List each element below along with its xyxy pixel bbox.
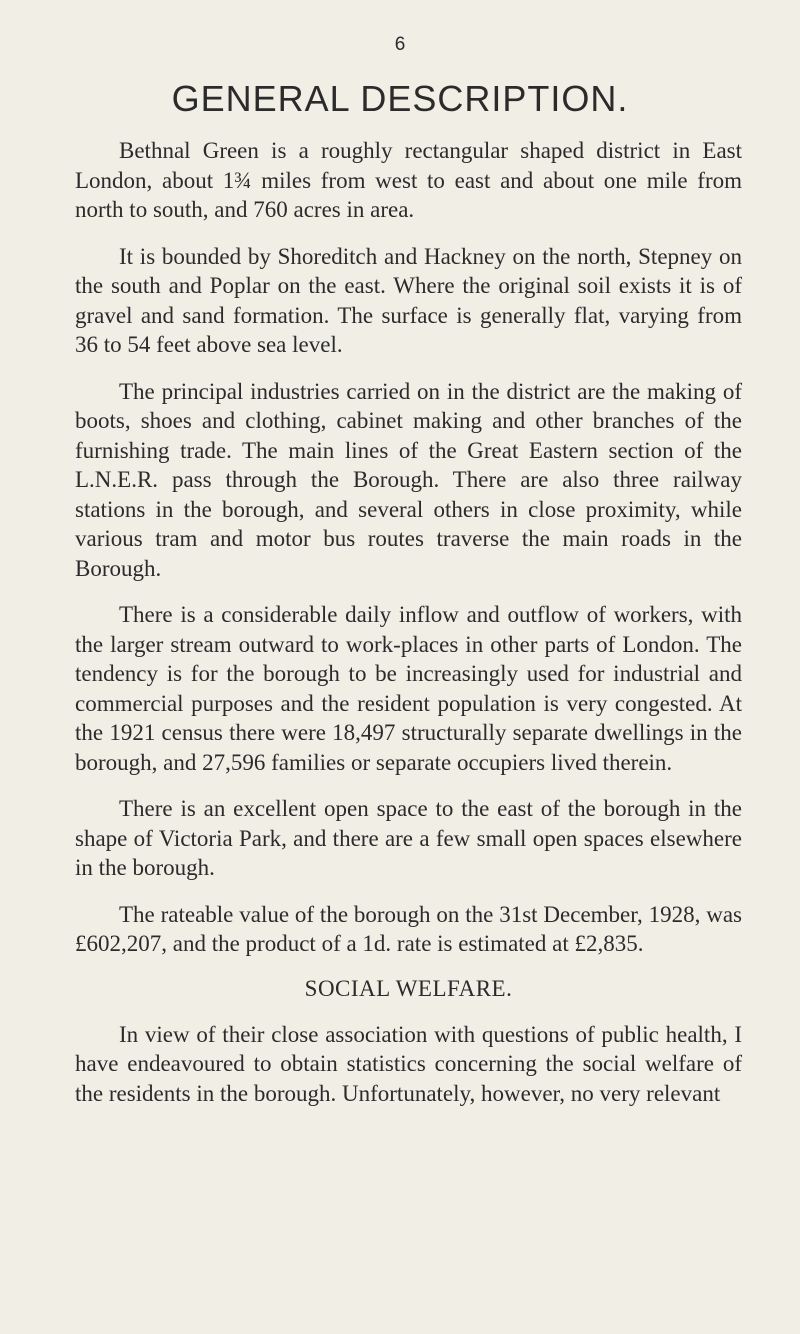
section-heading-social-welfare: SOCIAL WELFARE. [304, 975, 513, 1001]
paragraph-industries: The principal industries carried on in the district are the making of boots, shoes and clothing, cabinet making and other branches of the furnishing trade. The main lines of the Great Eastern section of the L.N.E.R. pass through the Borough. There are also three railway stations in the borough, and several others in close proximity, while various tram and motor bus routes traverse the main roads in the Borough. [75, 378, 742, 581]
paragraph-workers: There is a considerable daily inflow and outflow of workers, with the larger stream outward to work-places in other parts of London. The tendency is for the borough to be increasingly used for industrial and commercial purposes and the resident population is very congested. At the 1921 census there were 18,497 structurally separate dwellings in the borough, and 27,596 families or separate occupiers lived therein. [75, 602, 742, 775]
paragraph-location: Bethnal Green is a roughly rectangular shaped district in East London, about 1¾ miles from west to east and about one mile from north to south, and 760 acres in area. [75, 138, 742, 222]
paragraph-social-welfare: In view of their close association with questions of public health, I have endeavoured to obtain statistics concerning the social welfare of the residents in the borough. Unfortunately, however, no very relevant [75, 1021, 742, 1106]
paragraph-boundaries: It is bounded by Shoreditch and Hackney on the north, Stepney on the south and Poplar on the east. Where the original soil exists it is of gravel and sand formation. The surface is generally flat, varying from 36 to 54 feet above sea level. [75, 243, 742, 357]
paragraph-rateable-value: The rateable value of the borough on the 31st December, 1928, was £602,207, and the product of a 1d. rate is estimated at £2,835. [75, 901, 742, 956]
page-number: 6 [394, 34, 406, 55]
body-text [75, 136, 742, 1125]
page-title: GENERAL DESCRIPTION. [171, 78, 629, 119]
paragraph-open-space: There is an excellent open space to the east of the borough in the shape of Victoria Park, and there are a few small open spaces elsewhere in the borough. [75, 796, 742, 880]
